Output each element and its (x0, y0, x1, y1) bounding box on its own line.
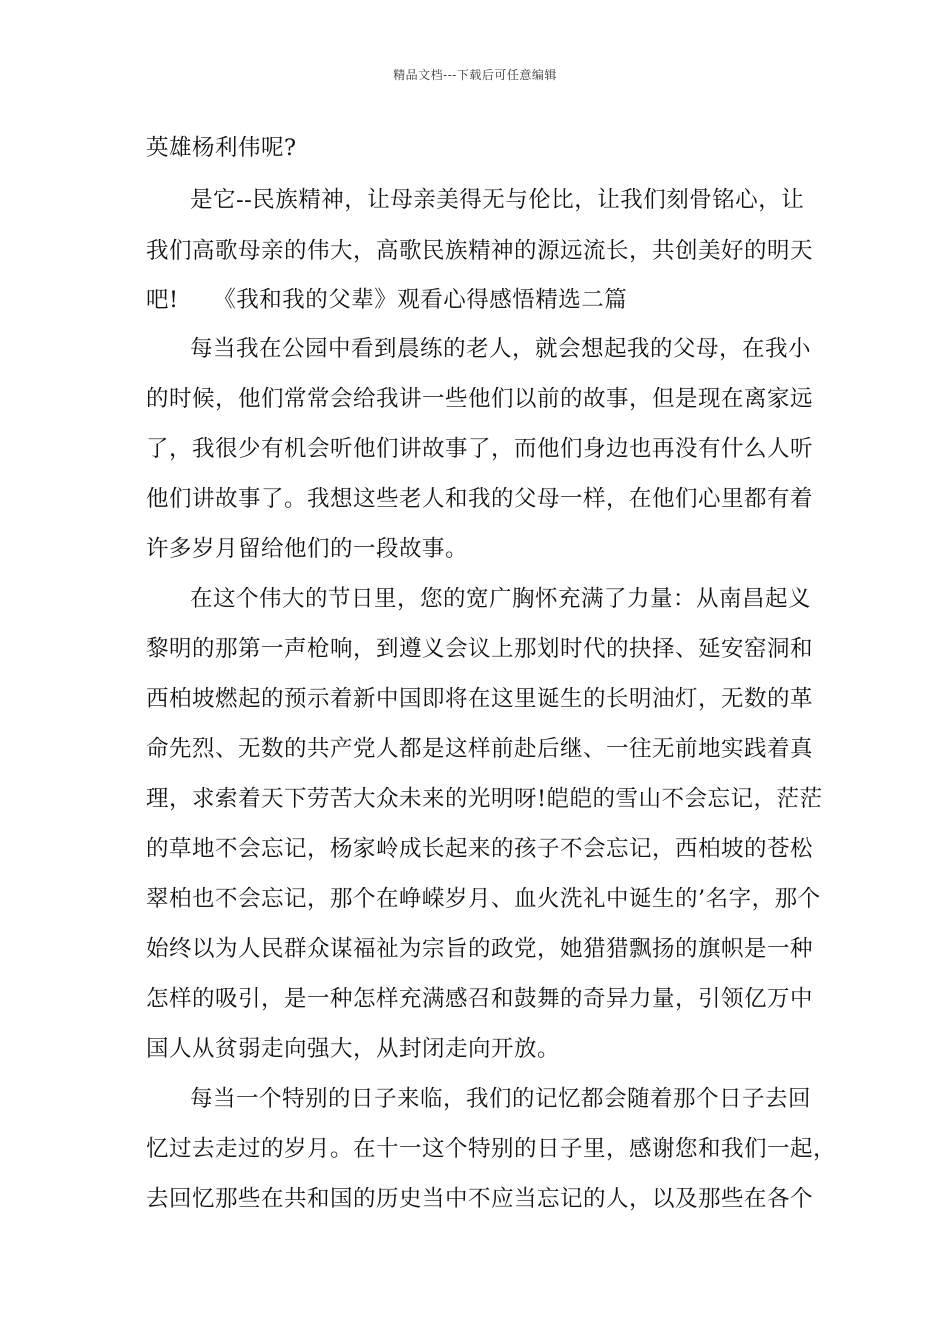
text-line: 英雄杨利伟呢? (146, 135, 297, 161)
text-line: 黎明的那第一声枪响，到遵义会议上那划时代的抉择、延安窑洞和 (146, 636, 814, 662)
text-line: 在这个伟大的节日里，您的宽广胸怀充满了力量：从南昌起义 (190, 586, 812, 612)
text-line: 每当我在公园中看到晨练的老人，就会想起我的父母，在我小 (190, 336, 812, 362)
text-line: 忆过去走过的岁月。在十一这个特别的日子里，感谢您和我们一起， (146, 1136, 837, 1162)
text-line: 的时候，他们常常会给我讲一些他们以前的故事，但是现在离家远 (146, 386, 814, 412)
text-line: 许多岁月留给他们的一段故事。 (146, 536, 469, 562)
text-line: 怎样的吸引，是一种怎样充满感召和鼓舞的奇异力量，引领亿万中 (146, 986, 814, 1012)
page-header: 精品文档---下载后可任意编辑 (393, 68, 557, 82)
text-line: 每当一个特别的日子来临，我们的记忆都会随着那个日子去回 (190, 1086, 812, 1112)
text-line: 是它--民族精神，让母亲美得无与伦比，让我们刻骨铭心，让 (190, 187, 805, 213)
text-line: 的草地不会忘记，杨家岭成长起来的孩子不会忘记，西柏坡的苍松 (146, 836, 814, 862)
text-line: 翠柏也不会忘记，那个在峥嵘岁月、血火洗礼中诞生的’名字，那个 (146, 886, 821, 912)
text-line: 理，求索着天下劳苦大众未来的光明呀!皑皑的雪山不会忘记，茫茫 (146, 786, 823, 812)
text-line: 了，我很少有机会听他们讲故事了，而他们身边也再没有什么人听 (146, 436, 814, 462)
text-line: 去回忆那些在共和国的历史当中不应当忘记的人，以及那些在各个 (146, 1186, 814, 1212)
text-line: 命先烈、无数的共产党人都是这样前赴后继、一往无前地实践着真 (146, 736, 814, 762)
text-line: 他们讲故事了。我想这些老人和我的父母一样，在他们心里都有着 (146, 486, 814, 512)
text-line: 我们高歌母亲的伟大，高歌民族精神的源远流长，共创美好的明天 (146, 238, 814, 264)
text-line: 国人从贫弱走向强大，从封闭走向开放。 (146, 1036, 561, 1062)
text-line: 始终以为人民群众谋福祉为宗旨的政党，她猎猎飘扬的旗帜是一种 (146, 936, 814, 962)
text-line: 吧! 《我和我的父辈》观看心得感悟精选二篇 (146, 287, 628, 313)
text-line: 西柏坡燃起的预示着新中国即将在这里诞生的长明油灯，无数的革 (146, 686, 814, 712)
